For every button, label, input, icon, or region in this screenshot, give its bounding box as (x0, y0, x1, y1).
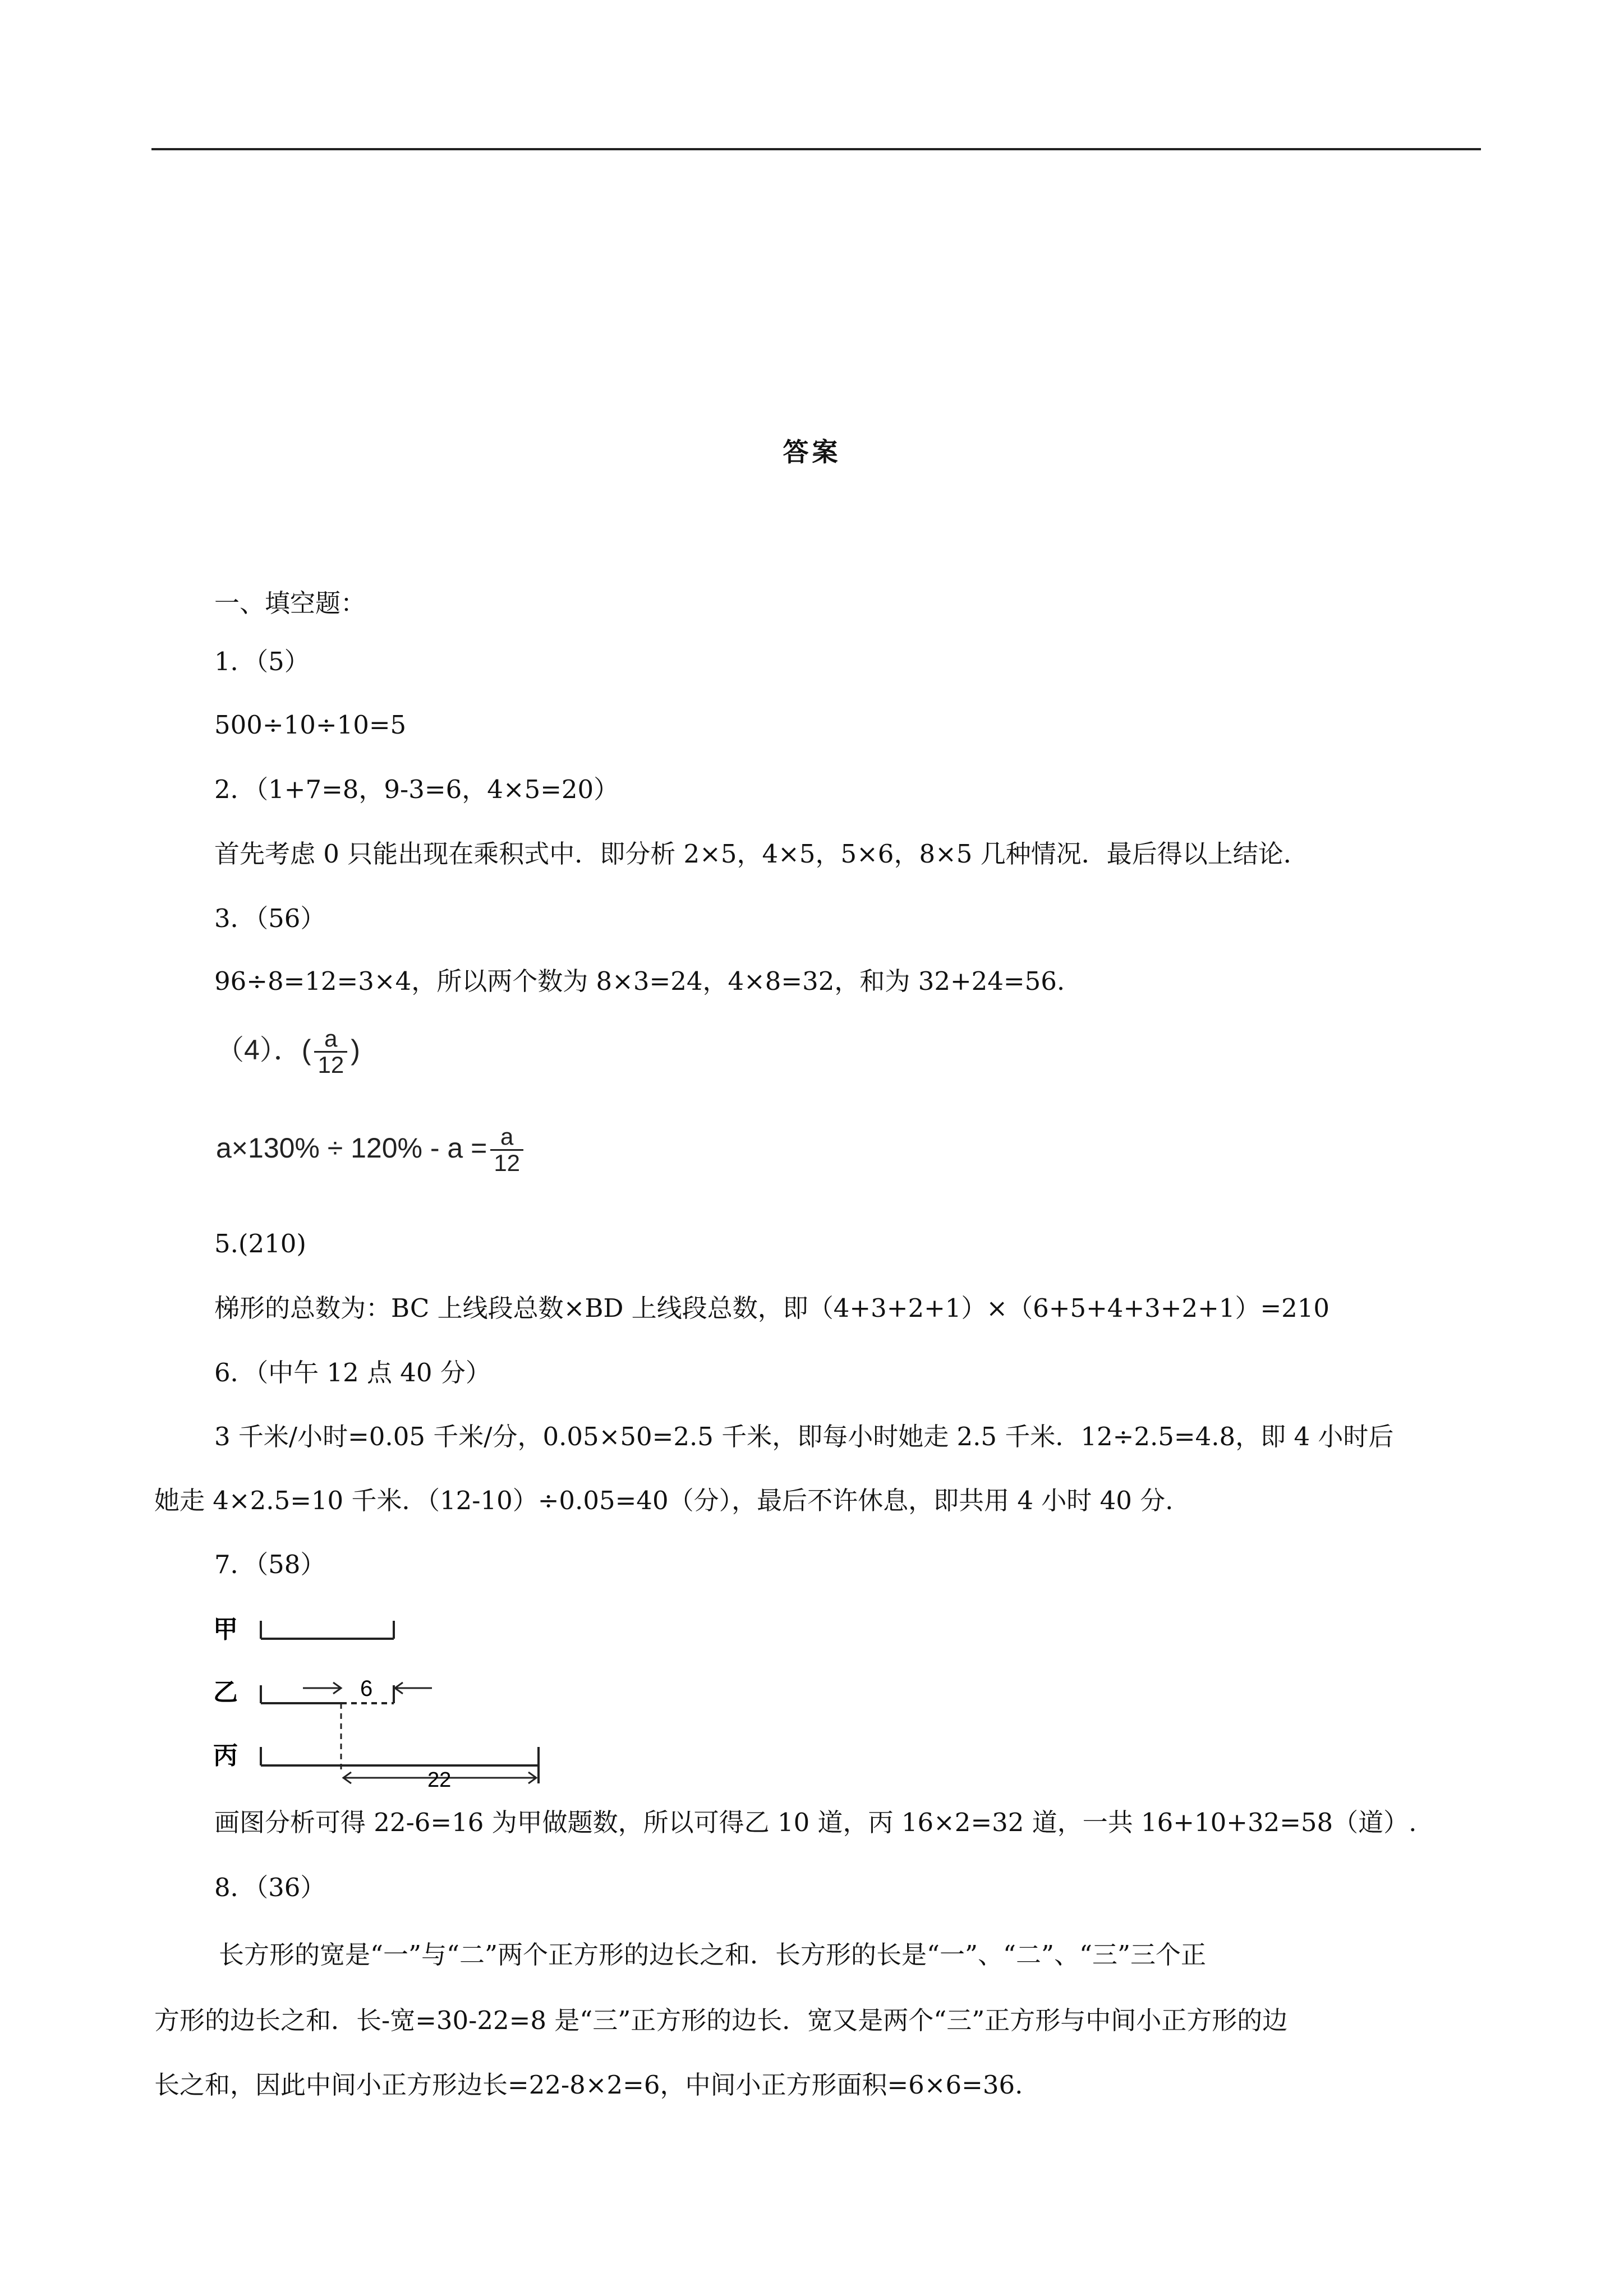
q4-formula-den: 12 (494, 1150, 521, 1177)
q1-answer: 1．（5） (214, 647, 310, 676)
q7-segment-diagram (213, 1604, 561, 1789)
q4-frac-den: 12 (318, 1052, 344, 1078)
row-jia-label: 甲 (213, 1616, 238, 1643)
row-bing-label: 丙 (213, 1742, 238, 1769)
header-rule (151, 148, 1481, 150)
q8-explanation-line3: 长之和，因此中间小正方形边长=22-8×2=6，中间小正方形面积=6×6=36. (154, 2070, 1023, 2100)
q7-answer: 7．（58） (214, 1550, 326, 1579)
q4-fraction (314, 1026, 347, 1077)
q6-explanation-line1: 3 千米/小时=0.05 千米/分，0.05×50=2.5 千米，即每小时她走 2.5 千米．12÷2.5=4.8，即 4 小时后 (214, 1422, 1394, 1451)
q4-formula-fraction (490, 1124, 523, 1175)
q4-formula-left: a×130% ÷ 120% - a = (216, 1132, 487, 1164)
section-heading: 一、填空题： (214, 588, 366, 618)
q5-answer: 5.(210) (214, 1229, 306, 1258)
q8-explanation-line2: 方形的边长之和．长-宽=30-22=8 是“三”正方形的边长．宽又是两个“三”正方形与中间小正方形的边 (154, 2005, 1288, 2035)
q7-explanation: 画图分析可得 22-6=16 为甲做题数，所以可得乙 10 道，丙 16×2=32 道，一共 16+10+32=58（道）. (214, 1808, 1417, 1837)
gap-label: 6 (360, 1676, 373, 1701)
q8-explanation-line1: 长方形的宽是“一”与“二”两个正方形的边长之和．长方形的长是“一”、“二”、“三”三个正 (219, 1940, 1207, 1970)
q4-label-prefix: （4）．( (216, 1034, 311, 1066)
q4-frac-num: a (314, 1026, 347, 1053)
q2-explanation: 首先考虑 0 只能出现在乘积式中．即分析 2×5，4×5，5×6，8×5 几种情况．最后得以上结论． (214, 839, 1309, 869)
span-label: 22 (427, 1768, 452, 1789)
q4-formula (216, 1124, 527, 1175)
row-yi-label: 乙 (213, 1679, 238, 1706)
q5-explanation: 梯形的总数为：BC 上线段总数×BD 上线段总数，即（4+3+2+1）×（6+5+4+3+2+1）=210 (214, 1293, 1330, 1323)
q6-explanation-line2: 她走 4×2.5=10 千米．（12-10）÷0.05=40（分），最后不许休息，即共用 4 小时 40 分. (154, 1486, 1174, 1515)
q4-label-suffix: ) (351, 1034, 360, 1066)
page-title: 答案 (783, 437, 841, 467)
q4-answer (216, 1026, 360, 1077)
q6-answer: 6．（中午 12 点 40 分） (214, 1358, 491, 1387)
q4-formula-num: a (490, 1124, 523, 1151)
q1-explanation: 500÷10÷10=5 (214, 710, 407, 740)
q3-answer: 3．（56） (214, 903, 326, 933)
q2-answer: 2．（1+7=8，9-3=6，4×5=20） (214, 774, 619, 804)
q8-answer: 8．（36） (214, 1873, 326, 1902)
q3-explanation: 96÷8=12=3×4，所以两个数为 8×3=24，4×8=32，和为 32+24=56. (214, 966, 1065, 996)
